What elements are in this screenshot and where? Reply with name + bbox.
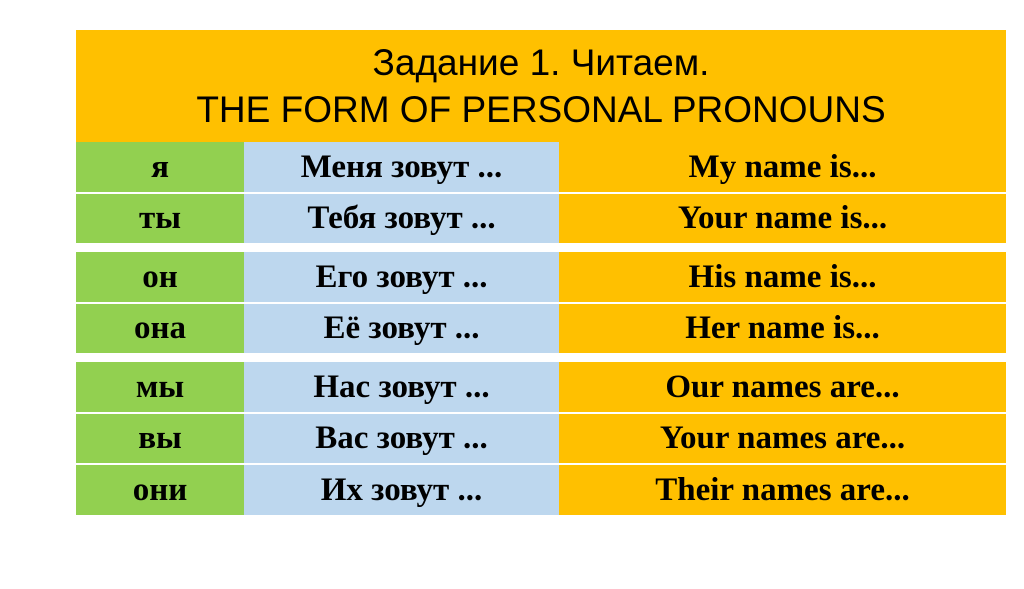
cell-russian: Его зовут ... <box>244 252 559 303</box>
cell-pronoun: мы <box>76 362 244 413</box>
table-row <box>76 362 1006 413</box>
cell-russian: Тебя зовут ... <box>244 193 559 244</box>
cell-pronoun: они <box>76 464 244 515</box>
table-row <box>76 252 1006 303</box>
cell-pronoun: ты <box>76 193 244 244</box>
table-row-spacer <box>76 354 1006 362</box>
cell-russian: Их зовут ... <box>244 464 559 515</box>
cell-russian: Нас зовут ... <box>244 362 559 413</box>
spacer-cell <box>76 354 244 362</box>
spacer-cell <box>244 244 559 252</box>
page-title-line-1: Задание 1. Читаем. <box>372 42 710 83</box>
cell-english: My name is... <box>559 142 1006 193</box>
spacer-cell <box>244 354 559 362</box>
table-row <box>76 142 1006 193</box>
cell-russian: Её зовут ... <box>244 303 559 354</box>
cell-english: Their names are... <box>559 464 1006 515</box>
cell-pronoun: вы <box>76 413 244 464</box>
cell-pronoun: она <box>76 303 244 354</box>
cell-english: Our names are... <box>559 362 1006 413</box>
cell-pronoun: я <box>76 142 244 193</box>
cell-english: Her name is... <box>559 303 1006 354</box>
table-row <box>76 303 1006 354</box>
table-row-spacer <box>76 244 1006 252</box>
table-row <box>76 193 1006 244</box>
cell-pronoun: он <box>76 252 244 303</box>
table-row <box>76 413 1006 464</box>
slide-title-bar <box>76 30 1006 142</box>
cell-english: His name is... <box>559 252 1006 303</box>
cell-russian: Меня зовут ... <box>244 142 559 193</box>
cell-russian: Вас зовут ... <box>244 413 559 464</box>
spacer-cell <box>559 244 1006 252</box>
table-row <box>76 464 1006 515</box>
spacer-cell <box>76 244 244 252</box>
cell-english: Your name is... <box>559 193 1006 244</box>
spacer-cell <box>559 354 1006 362</box>
page-title-line-2: THE FORM OF PERSONAL PRONOUNS <box>196 89 886 130</box>
cell-english: Your names are... <box>559 413 1006 464</box>
slide <box>76 30 1006 589</box>
pronoun-table <box>76 142 1006 515</box>
